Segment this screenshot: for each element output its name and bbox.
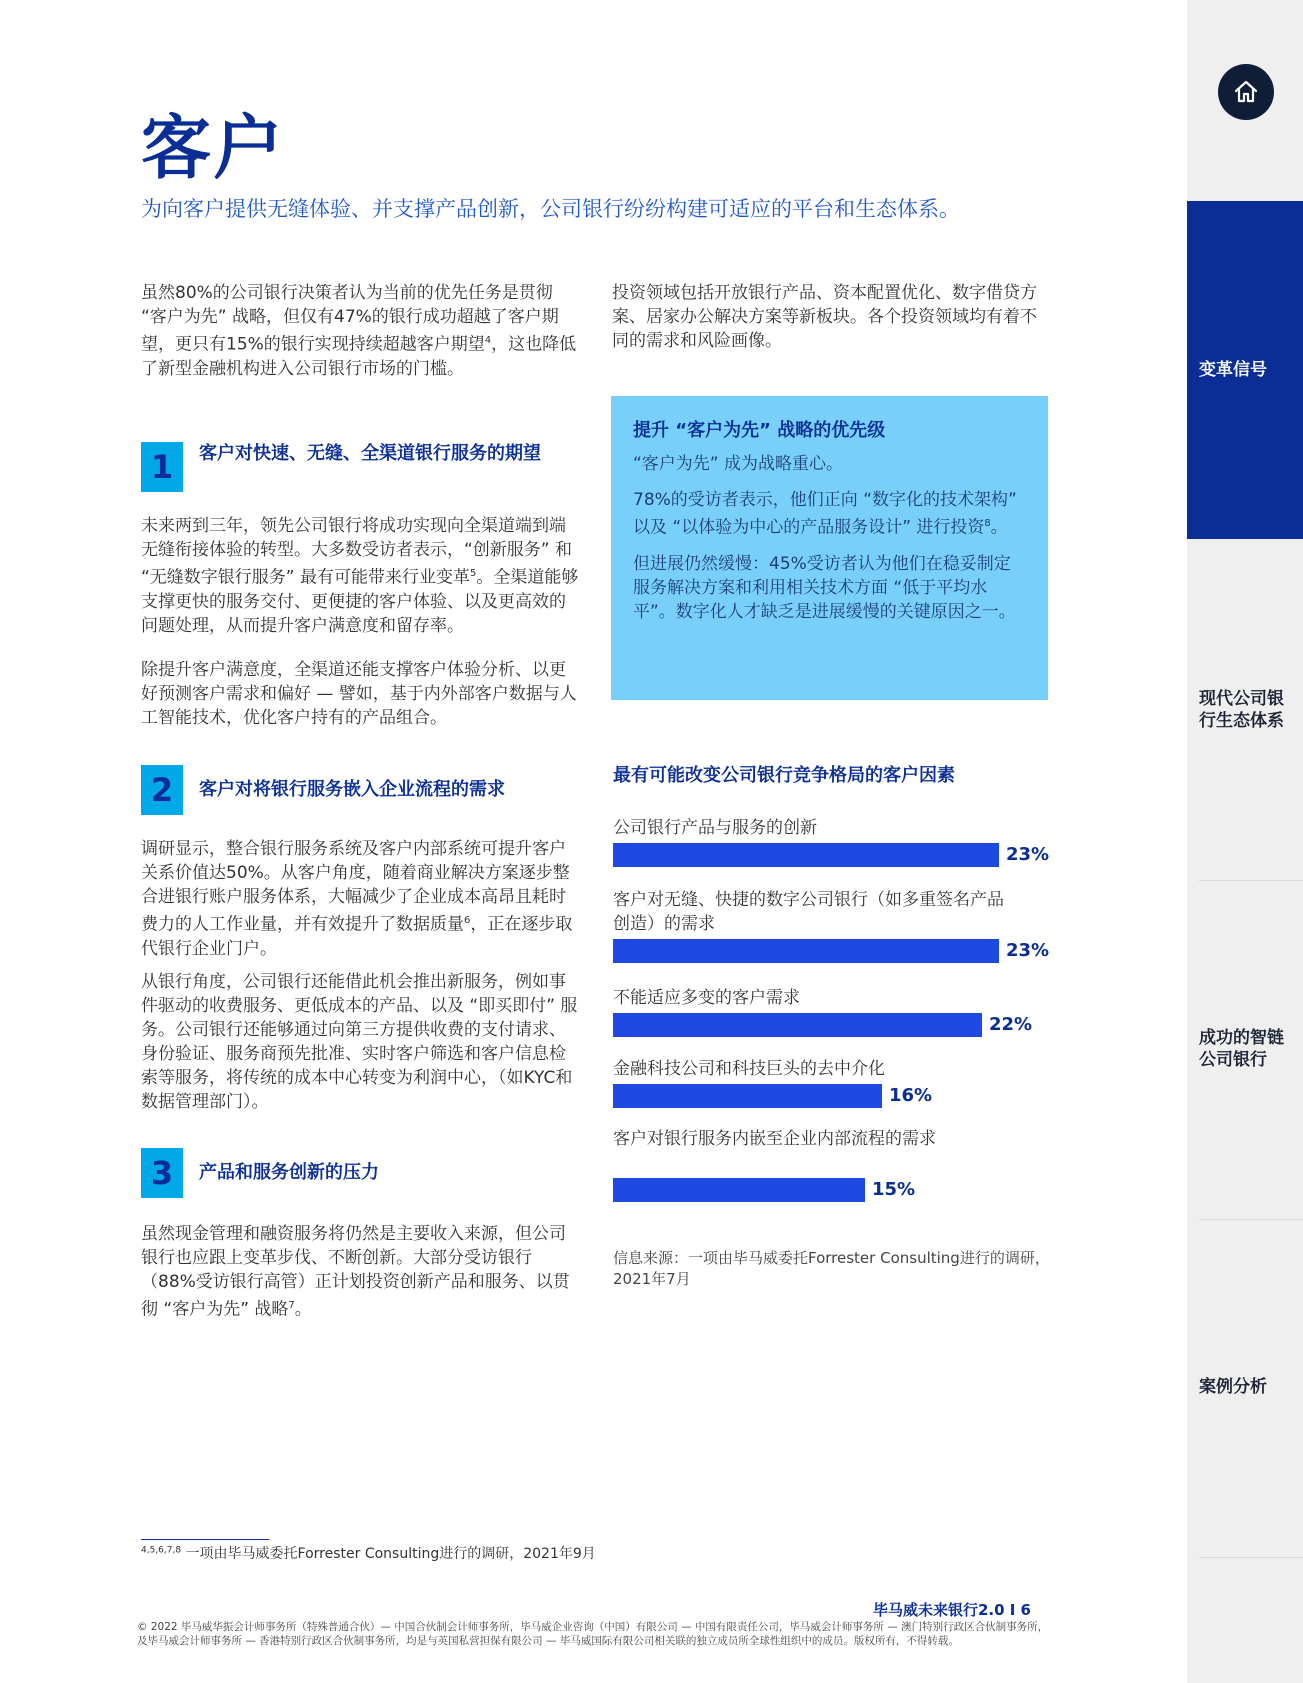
bar xyxy=(613,1178,865,1202)
bar xyxy=(613,1013,982,1037)
bar-value-label: 15% xyxy=(872,1179,916,1200)
bar-label: 客户对银行服务内嵌至企业内部流程的需求 xyxy=(613,1129,936,1149)
bar-value-label: 16% xyxy=(889,1085,933,1106)
footnote-divider xyxy=(141,1539,269,1540)
section-3-paragraph-1: 虽然现金管理和融资服务将仍然是主要收入来源，但公司银行也应跟上变革步伐、不断创新。大部分受访银行（88%受访银行高管）正计划投资创新产品和服务、以贯彻 “客户为先” 战略$^7$。 xyxy=(141,1224,570,1320)
bar-label: 金融科技公司和科技巨头的去中介化 xyxy=(613,1059,885,1079)
callout-paragraph-3: 但进展仍然缓慢：45%受访者认为他们在稳妥制定服务解决方案和利用相关技术方面 “低于平均水平”。数字化人才缺乏是进展缓慢的关键原因之一。 xyxy=(633,553,1016,622)
sidebar-item-case-studies[interactable] xyxy=(1187,1376,1303,1398)
section-2-paragraph-1: 调研显示，整合银行服务系统及客户内部系统可提升客户关系价值达50%。从客户角度，随着商业解决方案逐步整合进银行账户服务体系，大幅减少了企业成本高昂且耗时费力的人工作业量，并有效提升了数据质量$^6$，正在逐步取代银行企业门户。 xyxy=(141,839,573,959)
footnote: $^{4,5,6,7,8}$ 一项由毕马威委托Forrester Consulting进行的调研，2021年9月 xyxy=(141,1545,596,1562)
bar-label: 不能适应多变的客户需求 xyxy=(613,988,800,1008)
sidebar-divider xyxy=(1199,1219,1303,1220)
sidebar-item-label: 变革信号 xyxy=(1199,360,1267,380)
callout-box xyxy=(611,396,1048,700)
page-subtitle: 为向客户提供无缝体验、并支撑产品创新，公司银行纷纷构建可适应的平台和生态体系。 xyxy=(141,197,960,221)
right-intro-paragraph: 投资领域包括开放银行产品、资本配置优化、数字借贷方案、居家办公解决方案等新板块。各个投资领域均有着不同的需求和风险画像。 xyxy=(612,283,1037,351)
bar-value-label: 23% xyxy=(1006,844,1050,865)
sidebar-item-label: 成功的智链公司银行 xyxy=(1199,1028,1284,1070)
home-button[interactable] xyxy=(1218,64,1274,120)
bar xyxy=(613,939,999,963)
bar-value-label: 23% xyxy=(1006,940,1050,961)
section-1-number: 1 xyxy=(141,442,183,492)
copyright-text: © 2022 毕马威华振会计师事务所（特殊普通合伙）— 中国合伙制会计师事务所，毕马威企业咨询（中国）有限公司 — 中国有限责任公司，毕马威会计师事务所 — 澳门特别行政区合伙制事务所，及毕马威会计师事务所 — 香港特别行政区合伙制事务所，均是与英国私营担保有限公司 — 毕马威国际有限公司相关联的独立成员所全球性组织中的成员。版权所有，不得转载。 xyxy=(137,1621,1049,1647)
sidebar-divider xyxy=(1199,880,1303,881)
section-3-heading: 产品和服务创新的压力 xyxy=(199,1162,379,1183)
section-3-number: 3 xyxy=(141,1148,183,1198)
callout-paragraph-2: 78%的受访者表示，他们正向 “数字化的技术架构” 以及 “以体验为中心的产品服务设计” 进行投资$^8$。 xyxy=(633,490,1017,538)
sidebar-item-change-signals[interactable] xyxy=(1187,201,1303,539)
bar-label: 客户对无缝、快捷的数字公司银行（如多重签名产品创造）的需求 xyxy=(613,890,1004,934)
section-2-number: 2 xyxy=(141,765,183,815)
section-2-heading: 客户对将银行服务嵌入企业流程的需求 xyxy=(199,779,505,800)
home-icon xyxy=(1230,76,1262,108)
chart-title: 最有可能改变公司银行竞争格局的客户因素 xyxy=(613,765,955,786)
intro-paragraph: 虽然80%的公司银行决策者认为当前的优先任务是贯彻 “客户为先” 战略，但仅有47%的银行成功超越了客户期望，更只有15%的银行实现持续超越客户期望$^4$，这也降低了新型金融机构进入公司银行市场的门槛。 xyxy=(141,283,577,379)
page-title: 客户 xyxy=(141,107,285,189)
sidebar-item-modern-ecosystem[interactable] xyxy=(1187,688,1303,732)
source-note: 信息来源：一项由毕马威委托Forrester Consulting进行的调研，2021年7月 xyxy=(613,1249,1050,1288)
callout-title: 提升 “客户为先” 战略的优先级 xyxy=(633,420,886,441)
sidebar-item-label: 现代公司银行生态体系 xyxy=(1199,689,1284,731)
bar xyxy=(613,1084,882,1108)
section-1-paragraph-2: 除提升客户满意度，全渠道还能支撑客户体验分析、以更好预测客户需求和偏好 — 譬如，基于内外部客户数据与人工智能技术，优化客户持有的产品组合。 xyxy=(141,660,577,728)
section-1-heading: 客户对快速、无缝、全渠道银行服务的期望 xyxy=(199,443,541,464)
bar-label: 公司银行产品与服务的创新 xyxy=(613,818,817,838)
sidebar xyxy=(1187,0,1303,1683)
sidebar-divider xyxy=(1199,1557,1303,1558)
page-number-label: 毕马威未来银行2.0 I 6 xyxy=(872,1601,1031,1619)
callout-paragraph-1: “客户为先” 成为战略重心。 xyxy=(633,454,844,474)
sidebar-item-smart-chain[interactable] xyxy=(1187,1027,1303,1071)
bar-value-label: 22% xyxy=(989,1014,1033,1035)
sidebar-item-label: 案例分析 xyxy=(1199,1377,1267,1397)
bar xyxy=(613,843,999,867)
section-2-paragraph-2: 从银行角度，公司银行还能借此机会推出新服务，例如事件驱动的收费服务、更低成本的产品、以及 “即买即付” 服务。公司银行还能够通过向第三方提供收费的支付请求、身份验证、服务商预先批准、实时客户筛选和客户信息检索等服务，将传统的成本中心转变为利润中心，（如KYC和数据管理部门）。 xyxy=(141,972,578,1112)
section-1-paragraph-1: 未来两到三年，领先公司银行将成功实现向全渠道端到端无缝衔接体验的转型。大多数受访者表示，“创新服务” 和 “无缝数字银行服务” 最有可能带来行业变革$^5$。全渠道能够支撑更快的服务交付、更便捷的客户体验、以及更高效的问题处理，从而提升客户满意度和留存率。 xyxy=(141,516,579,636)
